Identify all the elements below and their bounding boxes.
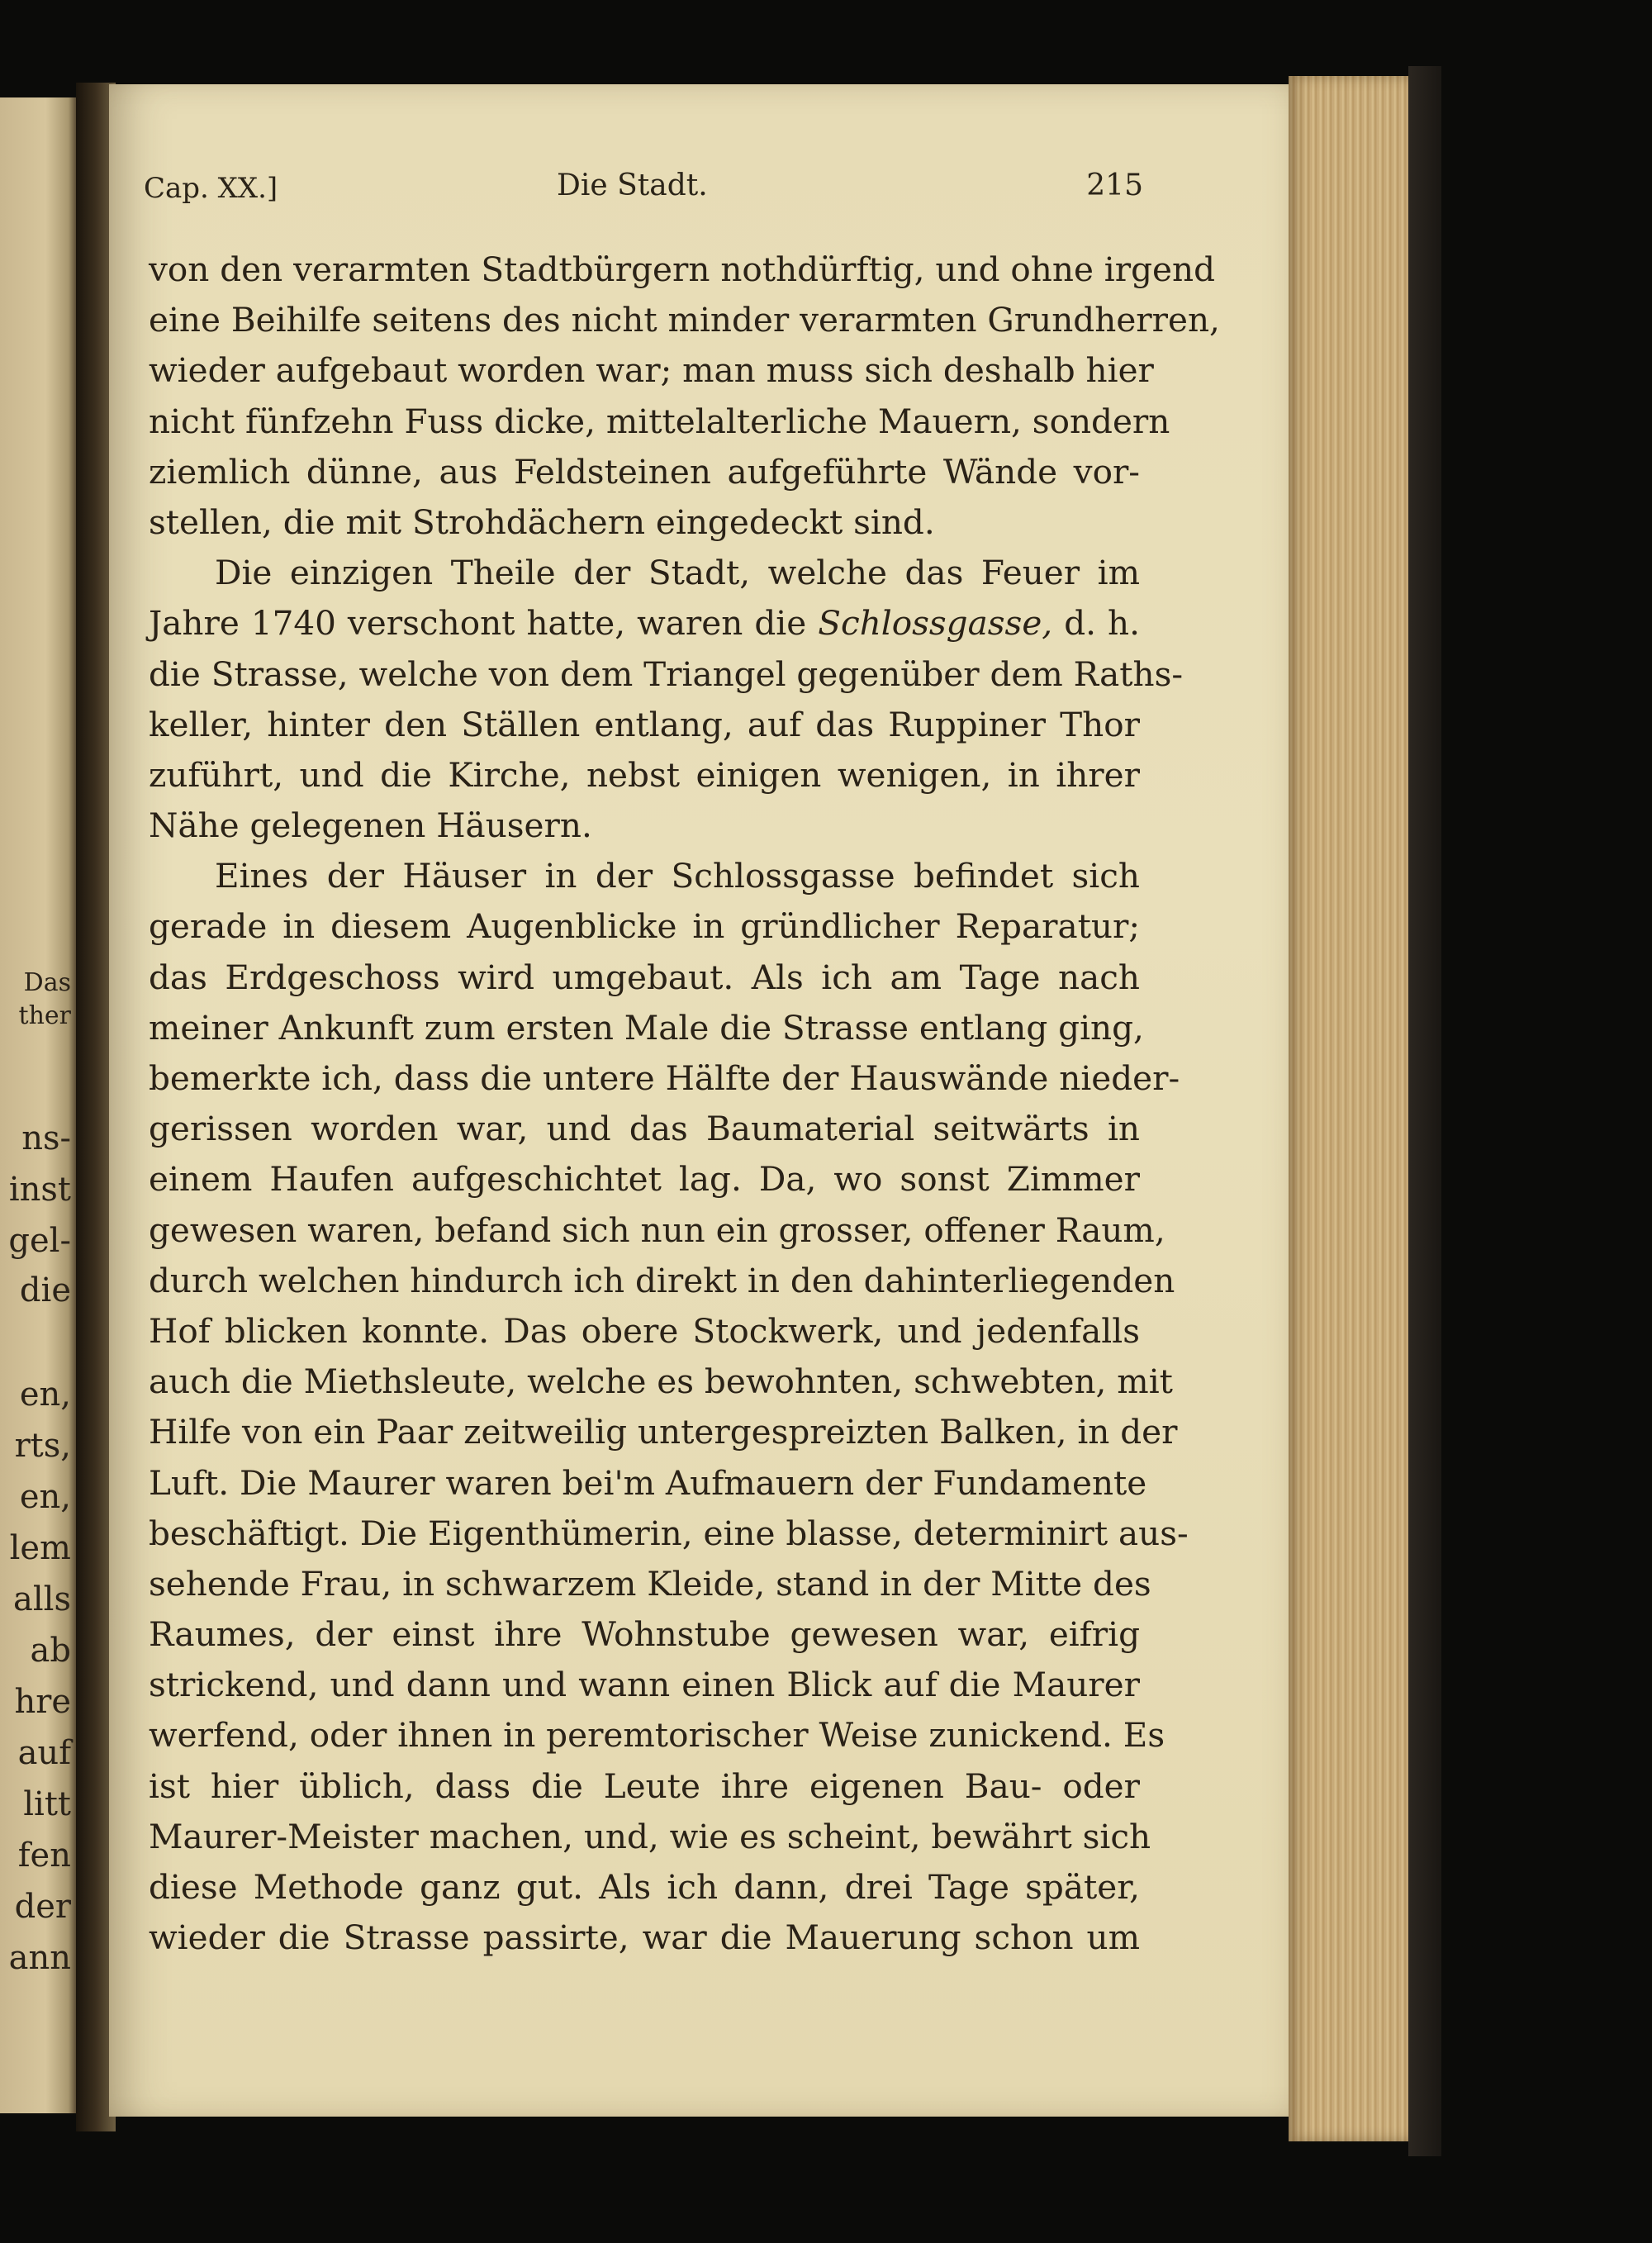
left-fragment: hre [14, 1683, 71, 1721]
text-line: Jahre 1740 verschont hatte, waren die Schlossgasse, d. h. [149, 603, 1140, 644]
text-line: ziemlich dünne, aus Feldsteinen aufgeführte Wände vor- [149, 451, 1140, 492]
left-fragment: auf [17, 1734, 71, 1772]
left-fragment: ann [8, 1939, 71, 1977]
text-line: keller, hinter den Ställen entlang, auf das Ruppiner Thor [149, 704, 1140, 744]
text-line: die Strasse, welche von dem Triangel gegenüber dem Raths- [149, 653, 1184, 694]
left-fragment: rts, [14, 1427, 71, 1465]
chapter-label: Cap. XX.] [144, 172, 278, 205]
previous-page-edge [0, 97, 76, 2113]
running-title: Die Stadt. [557, 169, 708, 202]
text-line: gerade in diesem Augenblicke in gründlicher Reparatur; [149, 906, 1140, 947]
text-line: Eines der Häuser in der Schlossgasse befindet sich [215, 856, 1140, 896]
left-fragment: die [19, 1271, 71, 1309]
text-line: Hilfe von ein Paar zeitweilig untergespreizten Balken, in der [149, 1412, 1178, 1452]
left-fragment: ns- [21, 1119, 71, 1157]
text-line: Raumes, der einst ihre Wohnstube gewesen war, eifrig [149, 1614, 1140, 1655]
text-line: von den verarmten Stadtbürgern nothdürftig, und ohne irgend [149, 249, 1215, 289]
page-number: 215 [1086, 169, 1143, 202]
left-fragment: Das [23, 968, 71, 997]
text-line: nicht fünfzehn Fuss dicke, mittelalterliche Mauern, sondern [149, 401, 1170, 441]
left-fragment: ab [30, 1632, 71, 1670]
text-line: ist hier üblich, dass die Leute ihre eigenen Bau- oder [149, 1765, 1140, 1806]
text-line: zuführt, und die Kirche, nebst einigen wenigen, in ihrer [149, 754, 1140, 795]
text-line: wieder die Strasse passirte, war die Mauerung schon um [149, 1917, 1140, 1958]
text-line: Hof blicken konnte. Das obere Stockwerk, und jedenfalls [149, 1310, 1140, 1351]
text-line: wieder aufgebaut worden war; man muss sich deshalb hier [149, 350, 1154, 391]
text-line: gewesen waren, befand sich nun ein grosser, offener Raum, [149, 1209, 1165, 1250]
text-line: meiner Ankunft zum ersten Male die Strasse entlang ging, [149, 1007, 1144, 1048]
left-fragment: ther [18, 1001, 71, 1030]
text-line: gerissen worden war, und das Baumaterial seitwärts in [149, 1109, 1140, 1149]
text-line: strickend, und dann und wann einen Blick auf die Maurer [149, 1665, 1140, 1705]
text-line: Maurer-Meister machen, und, wie es scheint, bewährt sich [149, 1816, 1151, 1856]
left-fragment: gel- [8, 1222, 71, 1260]
left-fragment: litt [23, 1785, 71, 1823]
left-fragment: fen [17, 1837, 71, 1875]
left-fragment: lem [9, 1529, 71, 1567]
left-fragment: inst [8, 1171, 71, 1209]
page-fore-edge [1289, 76, 1412, 2141]
text-line: werfend, oder ihnen in peremtorischer Weise zunickend. Es [149, 1715, 1165, 1756]
text-line: bemerkte ich, dass die untere Hälfte der Hauswände nieder- [149, 1058, 1180, 1098]
text-line: sehende Frau, in schwarzem Kleide, stand in der Mitte des [149, 1563, 1151, 1604]
text-line: eine Beihilfe seitens des nicht minder verarmten Grundherren, [149, 300, 1220, 340]
text-line: Nähe gelegenen Häusern. [149, 805, 592, 846]
body-text [149, 245, 1220, 1963]
running-header [144, 165, 1143, 215]
text-line: einem Haufen aufgeschichtet lag. Da, wo sonst Zimmer [149, 1159, 1140, 1200]
text-line: Die einzigen Theile der Stadt, welche das Feuer im [215, 553, 1140, 593]
book-cover-edge [1408, 66, 1441, 2156]
left-fragment: alls [13, 1580, 71, 1618]
text-line: diese Methode ganz gut. Als ich dann, drei Tage später, [149, 1867, 1140, 1907]
left-fragment: en, [19, 1376, 71, 1414]
text-line: auch die Miethsleute, welche es bewohnten, schwebten, mit [149, 1361, 1173, 1402]
text-line: stellen, die mit Strohdächern eingedeckt sind. [149, 501, 935, 542]
text-line: Luft. Die Maurer waren bei'm Aufmauern der Fundamente [149, 1462, 1147, 1503]
text-line: das Erdgeschoss wird umgebaut. Als ich am Tage nach [149, 957, 1140, 997]
text-line: durch welchen hindurch ich direkt in den dahinterliegenden [149, 1260, 1175, 1300]
left-fragment: der [14, 1888, 71, 1926]
text-line: beschäftigt. Die Eigenthümerin, eine blasse, determinirt aus- [149, 1513, 1189, 1553]
left-fragment: en, [19, 1478, 71, 1516]
